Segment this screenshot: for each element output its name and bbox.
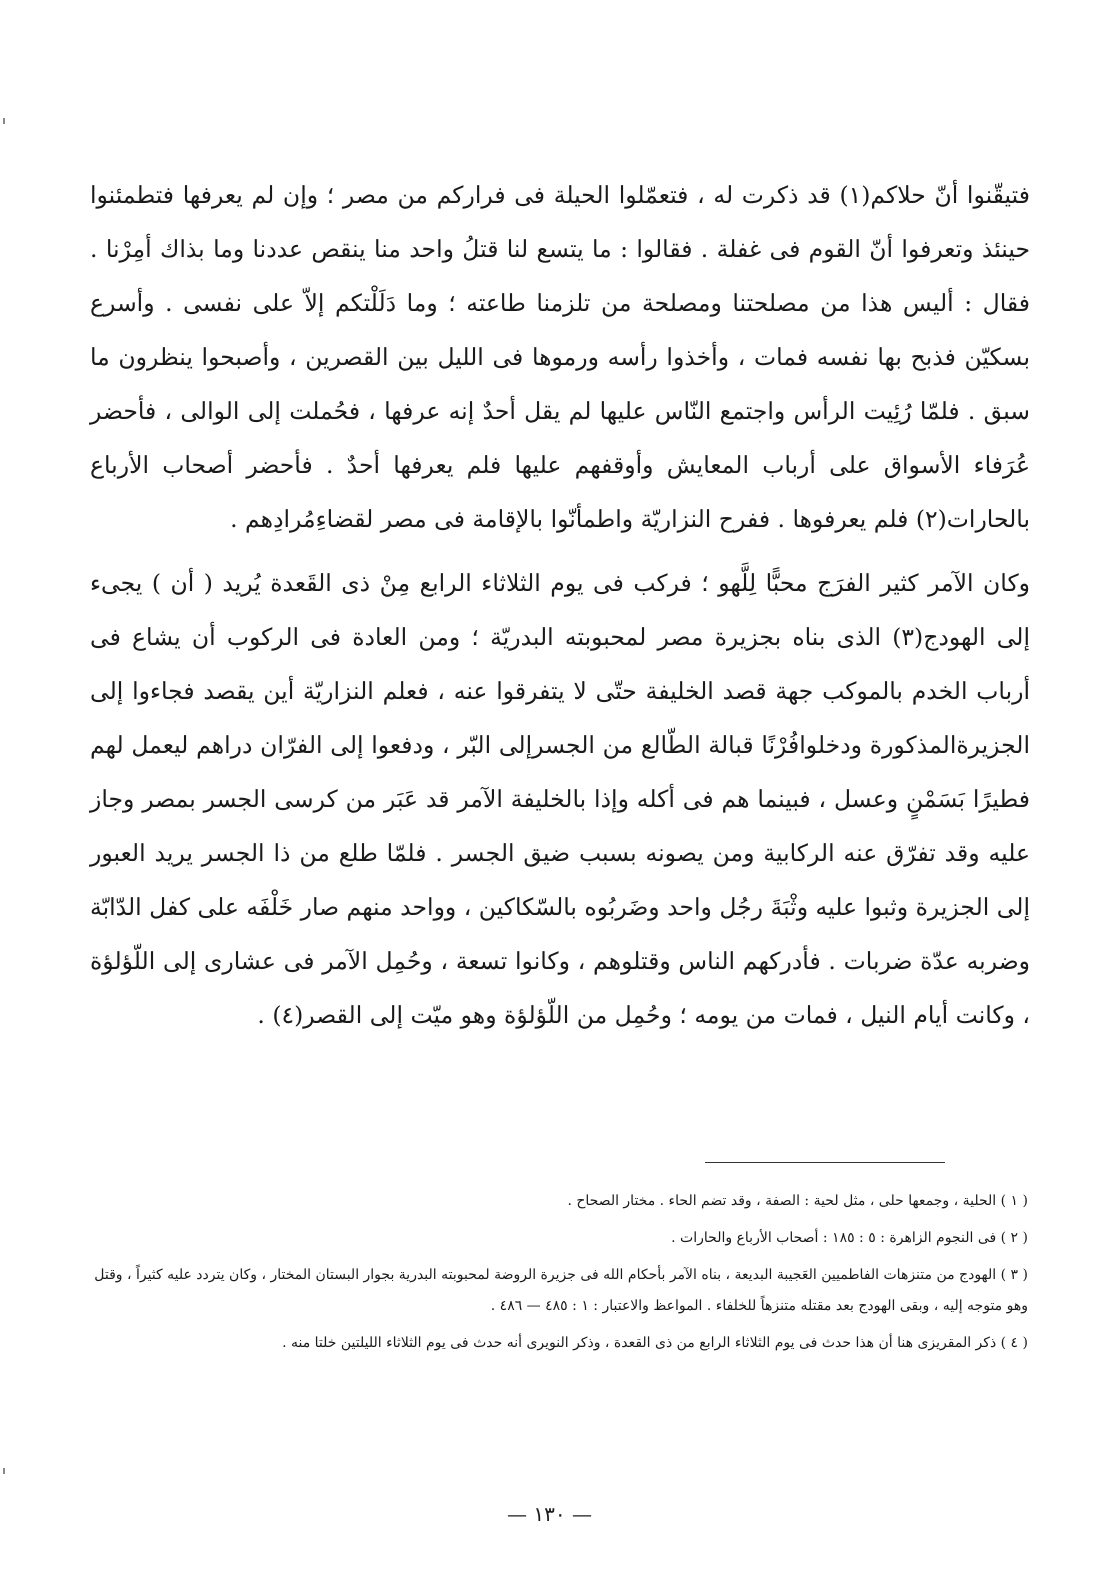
scan-mark <box>3 1468 5 1474</box>
footnote: ( ٤ ) ذكر المقريزى هنا أن هذا حدث فى يوم الثلاثاء الرابع من ذى القعدة ، وذكر النويرى أنه حدث فى يوم الثلاثاء الليلتين خلتا منه . <box>282 1335 1028 1351</box>
page-number: — ١٣٠ — <box>507 1502 592 1526</box>
paragraph: فتيقّنوا أنّ حلاكم(١) قد ذكرت له ، فتعمّلوا الحيلة فى فراركم من مصر ؛ وإن لم يعرفها فتطمئنوا حينئذ وتعرفوا أنّ القوم فى غفلة . فقالوا : ما يتسع لنا قتلُ واحد منا ينقص عددنا وما بذاك أمِرْنا . فقال : أليس هذا من مصلحتنا ومصلحة من تلزمنا طاعته ؛ وما دَلَلْتكم إلاّ على نفسى . وأسرع بسكيّن فذبح بها نفسه فمات ، وأخذوا رأسه ورموها فى الليل بين القصرين ، وأصبحوا ينظرون ما سبق . فلمّا رُئِيت الرأس واجتمع النّاس عليها لم يقل أحدٌ إنه عرفها ، فحُملت إلى الوالى ، فأحضر عُرَفاء الأسواق على أرباب المعايش وأوقفهم عليها فلم يعرفها أحدٌ . فأحضر أصحاب الأرباع بالحارات(٢) فلم يعرفوها . ففرح النزاريّة واطمأنّوا بالإقامة فى مصر لقضاءِمُرادِهم . <box>90 181 1030 533</box>
main-text <box>90 168 1030 1042</box>
footnotes <box>78 1186 1028 1359</box>
footnote: ( ١ ) الحلية ، وجمعها حلى ، مثل لحية : الصفة ، وقد تضم الحاء . مختار الصحاح . <box>567 1193 1028 1209</box>
scan-mark <box>3 118 5 124</box>
footnote: ( ٢ ) فى النجوم الزاهرة : ٥ : ١٨٥ : أصحاب الأرباع والحارات . <box>671 1230 1028 1246</box>
footnote: ( ٣ ) الهودج من متنزهات الفاطميين العَجيبة البديعة ، بناه الآمر بأحكام الله فى جزيرة الروضة لمحبوبته البدرية بجوار البستان المختار ، وكان يتردد عليه كثيراً ، وقتل وهو متوجه إليه ، وبقى الهودج بعد مقتله متنزهاً للخلفاء . المواعظ والاعتبار : ١ : ٤٨٥ — ٤٨٦ . <box>94 1267 1028 1314</box>
footnote-divider <box>705 1162 945 1163</box>
paragraph: وكان الآمر كثير الفرَج محبًّا لِلَّهو ؛ فركب فى يوم الثلاثاء الرابع مِنْ ذى القَعدة يُريد ( أن ) يجىء إلى الهودج(٣) الذى بناه بجزيرة مصر لمحبوبته البدريّة ؛ ومن العادة فى الركوب أن يشاع فى أرباب الخدم بالموكب جهة قصد الخليفة حتّى لا يتفرقوا عنه ، فعلم النزاريّة أين يقصد فجاءوا إلى الجزيرةالمذكورة ودخلوافُرْنًا قبالة الطّالع من الجسرإلى البّر ، ودفعوا إلى الفرّان دراهم ليعمل لهم فطيرًا بَسَمْنٍ وعسل ، فبينما هم فى أكله وإذا بالخليفة الآمر قد عَبَر من كرسى الجسر بمصر وجاز عليه وقد تفرّق عنه الركابية ومن يصونه بسبب ضيق الجسر . فلمّا طلع من ذا الجسر يريد العبور إلى الجزيرة وثبوا عليه وثْبَةَ رجُل واحد وضَربُوه بالسّكاكين ، وواحد منهم صار خَلْفَه على كفل الدّابّة وضربه عدّة ضربات . فأدركهم الناس وقتلوهم ، وكانوا تسعة ، وحُمِل الآمر فى عشارى إلى اللّؤلؤة ، وكانت أيام النيل ، فمات من يومه ؛ وحُمِل من اللّؤلؤة وهو ميّت إلى القصر(٤) . <box>90 569 1030 1029</box>
